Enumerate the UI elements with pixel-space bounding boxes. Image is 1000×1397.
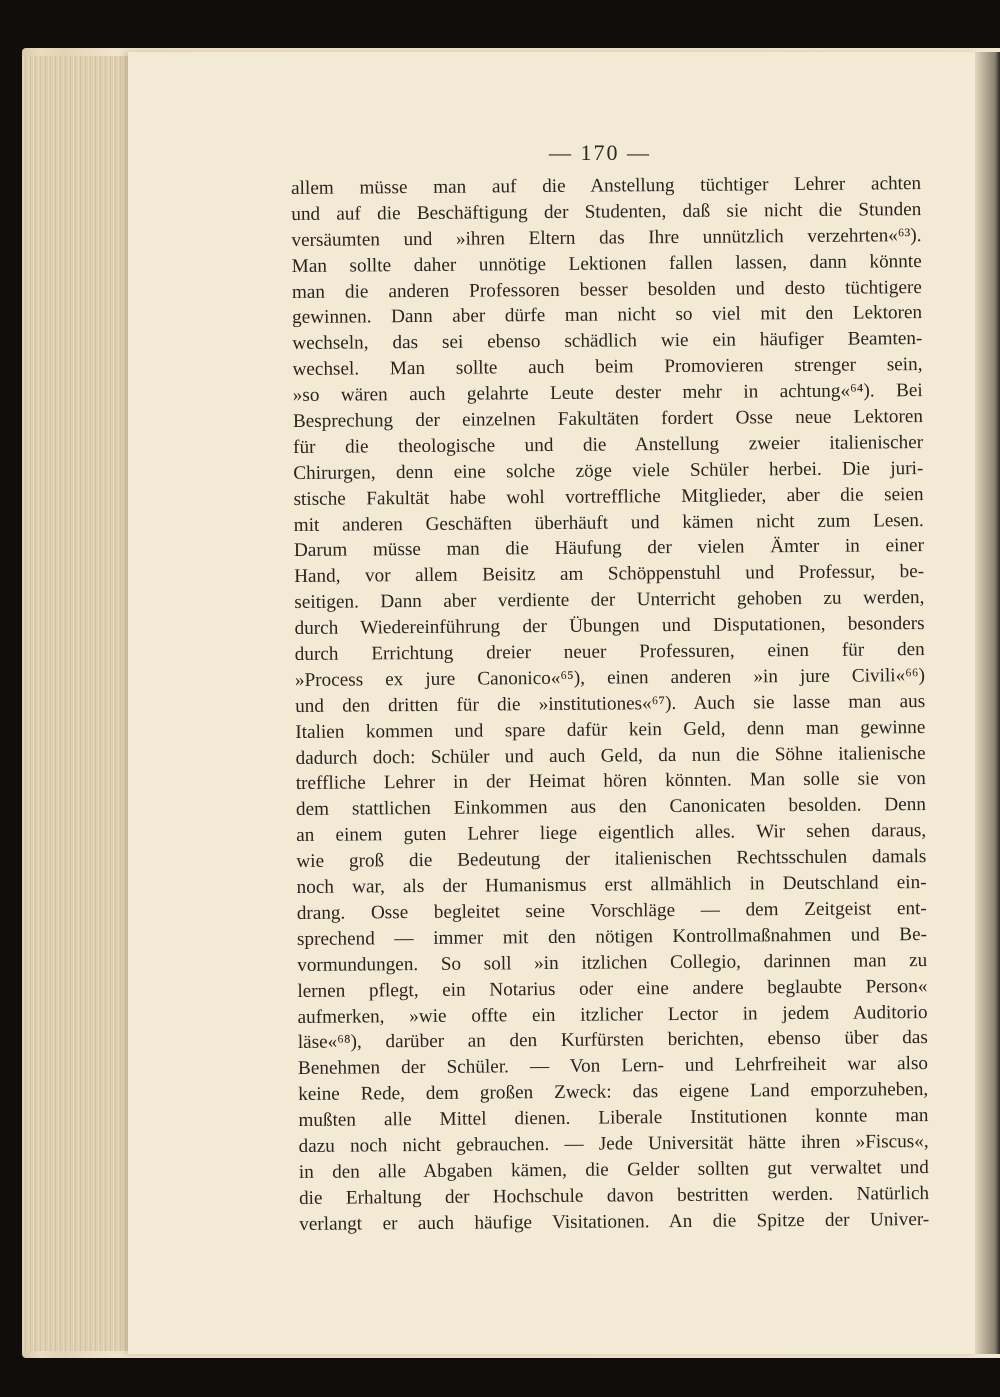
text-line: in den alle Abgaben kämen, die Gelder sollten gut verwaltet und — [298, 1156, 929, 1183]
text-line: für die theologische und die Anstellung zweier italienischer — [293, 431, 924, 458]
text-line: wechseln, das sei ebenso schädlich wie ein häufiger Beamten- — [292, 328, 923, 355]
text-line: mit anderen Geschäften überhäuft und kämen nicht zum Lesen. — [293, 509, 924, 536]
text-line: und auf die Beschäftigung der Studenten, daß sie nicht die Stunden — [291, 198, 922, 225]
body-text — [291, 171, 929, 1237]
gutter-shadow — [975, 52, 1000, 1354]
text-line: allem müsse man auf die Anstellung tüchtiger Lehrer achten — [291, 173, 922, 199]
text-line: versäumten und »ihren Eltern das Ihre unnützlich verzehrten«⁶³). — [291, 224, 922, 251]
text-line: keine Rede, dem großen Zweck: das eigene Land emporzuheben, — [298, 1079, 929, 1106]
text-line: Hand, vor allem Beisitz am Schöppenstuhl und Professur, be- — [294, 561, 925, 588]
text-line: dem stattlichen Einkommen aus den Canonicaten besolden. Denn — [295, 794, 927, 821]
text-line: drang. Osse begleitet seine Vorschläge — dem Zeitgeist ent- — [296, 897, 927, 924]
text-line: durch Errichtung dreier neuer Professuren, einen für den — [294, 639, 925, 666]
text-line: aufmerken, »wie offte ein itzlicher Lector in jedem Auditorio — [297, 1001, 928, 1028]
text-line: durch Wiedereinführung der Übungen und Disputationen, besonders — [294, 613, 925, 640]
text-line: Man sollte daher unnötige Lektionen fallen lassen, dann könnte — [291, 250, 922, 277]
text-line: die Erhaltung der Hochschule davon bestritten werden. Natürlich — [298, 1182, 930, 1209]
text-line: Chirurgen, denn eine solche zöge viele Schüler herbei. Die juri- — [293, 457, 924, 484]
text-line: gewinnen. Dann aber dürfe man nicht so viel mit den Lektoren — [292, 302, 923, 329]
text-line: verlangt er auch häufige Visitationen. An die Spitze der Univer- — [299, 1208, 930, 1235]
text-line: treffliche Lehrer in der Heimat hören könnten. Man solle sie von — [295, 768, 926, 795]
text-line: wie groß die Bedeutung der italienischen Rechtsschulen damals — [296, 846, 927, 873]
page-edges — [22, 56, 134, 1351]
text-line: Benehmen der Schüler. — Von Lern- und Lehrfreiheit war also — [297, 1053, 929, 1080]
text-line: an einem guten Lehrer liege eigentlich alles. Wir sehen daraus, — [296, 820, 927, 847]
text-line: »so wären auch gelahrte Leute dester mehr in achtung«⁶⁴). Bei — [292, 380, 923, 407]
text-line: läse«⁶⁸), darüber an den Kurfürsten berichten, ebenso über das — [297, 1027, 928, 1054]
text-line: dadurch doch: Schüler und auch Geld, da nun die Söhne italienische — [295, 742, 926, 769]
text-line: man die anderen Professoren besser besolden und desto tüchtigere — [291, 276, 922, 303]
text-line: Italien kommen und spare dafür kein Geld, denn man gewinne — [295, 716, 926, 743]
text-line: Besprechung der einzelnen Fakultäten fordert Osse neue Lektoren — [292, 406, 923, 433]
text-line: Darum müsse man die Häufung der vielen Ämter in einer — [293, 535, 925, 562]
text-line: dazu noch nicht gebrauchen. — Jede Universität hätte ihren »Fiscus«, — [298, 1130, 929, 1157]
text-line: sprechend — immer mit den nötigen Kontrollmaßnahmen und Be- — [296, 923, 928, 950]
page-number: — 170 — — [549, 140, 651, 165]
text-line: und den dritten für die »institutiones«⁶⁷). Auch sie lasse man aus — [295, 690, 926, 717]
text-line: lernen pflegt, ein Notarius oder eine andere beglaubte Person« — [297, 975, 928, 1002]
text-line: wechsel. Man sollte auch beim Promovieren strenger sein, — [292, 354, 923, 381]
text-line: vormundungen. So soll »in itzlichen Collegio, darinnen man zu — [297, 949, 928, 976]
text-line: seitigen. Dann aber verdiente der Unterricht gehoben zu werden, — [294, 587, 925, 614]
text-line: stische Fakultät habe wohl vortreffliche Mitglieder, aber die seien — [293, 483, 924, 510]
text-line: noch war, als der Humanismus erst allmählich in Deutschland ein- — [296, 872, 927, 899]
text-line: mußten alle Mittel dienen. Liberale Institutionen konnte man — [298, 1105, 929, 1132]
text-line: »Process ex jure Canonico«⁶⁵), einen anderen »in jure Civili«⁶⁶) — [294, 664, 926, 691]
